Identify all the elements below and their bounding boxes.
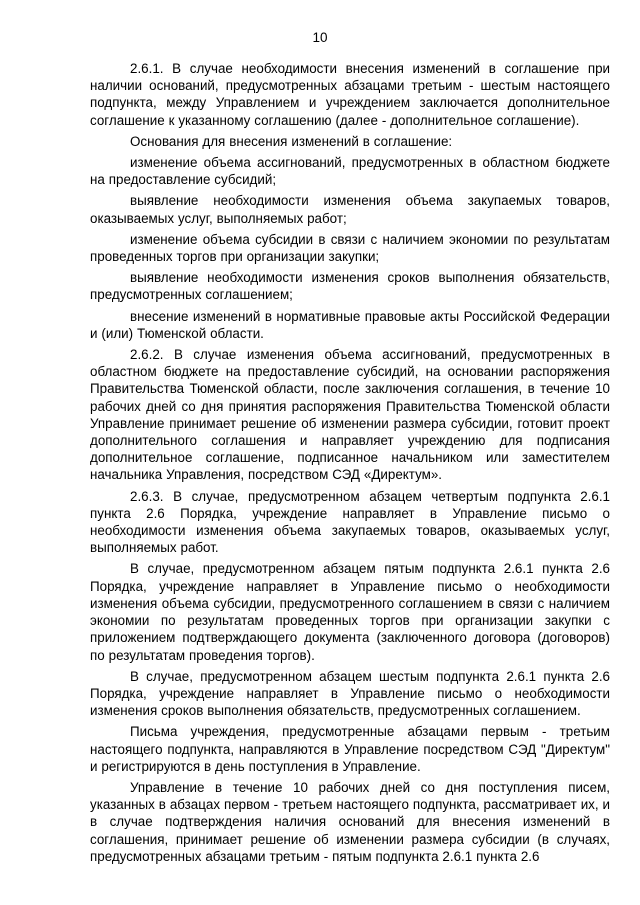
paragraph-grounds-heading: Основания для внесения изменений в соглашение: — [130, 133, 453, 149]
paragraph-case-fifth: В случае, предусмотренном абзацем пятым подпункта 2.6.1 пункта 2.6 Порядка, учреждение направляет в Управление письмо о необходимости изменения объема субсидии, предусмотренного соглашением в связи с наличием экономии по результатам проведенных торгов при организации закупки с приложением подтверждающего документа (заключенного договора (договоров) по результатам проведения торгов). — [90, 561, 610, 663]
paragraph-ground-allocations: изменение объема ассигнований, предусмотренных в областном бюджете на предоставление субсидий; — [90, 155, 610, 188]
paragraph-2-6-3: 2.6.3. В случае, предусмотренном абзацем четвертым подпункта 2.6.1 пункта 2.6 Порядка, учреждение направляет в Управление письмо о необходимости изменения объема закупаемых товаров, оказываемых услуг, выполняемых работ. — [90, 488, 610, 556]
document-body — [90, 60, 610, 869]
paragraph-ground-legislation: внесение изменений в нормативные правовые акты Российской Федерации и (или) Тюменской области. — [90, 308, 610, 341]
paragraph-ground-savings: изменение объема субсидии в связи с наличием экономии по результатам проведенных торгов при организации закупки; — [90, 231, 610, 265]
paragraph-ground-deadlines: выявление необходимости изменения сроков выполнения обязательств, предусмотренных соглашением; — [90, 270, 610, 303]
paragraph-case-sixth: В случае, предусмотренном абзацем шестым подпункта 2.6.1 пункта 2.6 Порядка, учреждение направляет в Управление письмо о необходимости изменения сроков выполнения обязательств, предусмотренных соглашением. — [90, 668, 610, 719]
paragraph-2-6-2: 2.6.2. В случае изменения объема ассигнований, предусмотренных в областном бюджете на предоставление субсидий, на основании распоряжения Правительства Тюменской области, после заключения соглашения, в течение 10 рабочих дней со дня принятия распоряжения Правительства Тюменской области Управление принимает решение об изменении размера субсидии, готовит проект дополнительного соглашения и направляет учреждению для подписания дополнительное соглашение, подписанное начальником или заместителем начальника Управления, посредством СЭД «Директум». — [90, 347, 610, 483]
paragraph-review: Управление в течение 10 рабочих дней со дня поступления писем, указанных в абзацах первом - третьем настоящего подпункта, рассматривает их, и в случае подтверждения наличия оснований для внесения изменений в соглашения, принимает решение об изменении размера субсидии (в случаях, предусмотренных абзацами третьим - пятым подпункта 2.6.1 пункта 2.6 — [90, 779, 610, 864]
page-number: 10 — [312, 30, 328, 45]
paragraph-ground-volume: выявление необходимости изменения объема закупаемых товаров, оказываемых услуг, выполняемых работ; — [90, 193, 610, 226]
paragraph-letters: Письма учреждения, предусмотренные абзацами первым - третьим настоящего подпункта, направляются в Управление посредством СЭД "Директум" и регистрируются в день поступления в Управление. — [90, 724, 610, 774]
paragraph-2-6-1: 2.6.1. В случае необходимости внесения изменений в соглашение при наличии оснований, предусмотренных абзацами третьим - шестым настоящего подпункта, между Управлением и учреждением заключается дополнительное соглашение к указанному соглашению (далее - дополнительное соглашение). — [90, 61, 610, 128]
